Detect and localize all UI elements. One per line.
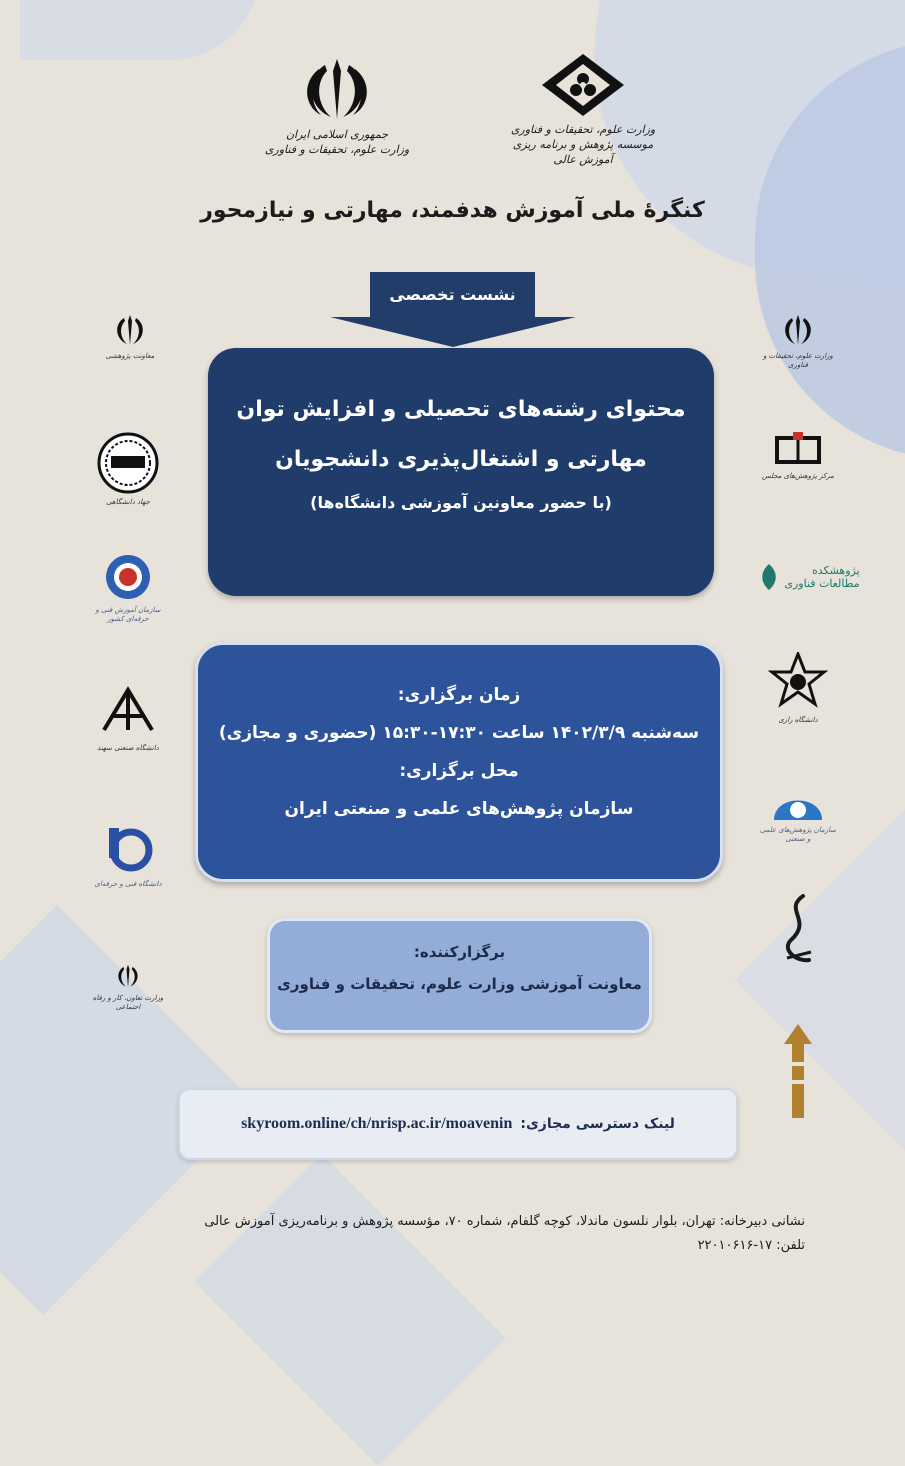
side-logo-caption: وزارت تعاون، کار و رفاه اجتماعی xyxy=(92,994,164,1011)
technical-vocational-university-icon xyxy=(101,822,155,876)
side-logo-caption: وزارت علوم، تحقیقات و فناوری xyxy=(763,352,833,369)
side-logo xyxy=(754,562,864,592)
side-logo-caption: سازمان آموزش فنی و حرفه‌ای کشور xyxy=(95,606,161,623)
background-shape xyxy=(194,1154,505,1465)
side-logo-caption: دانشگاه فنی و حرفه‌ای xyxy=(94,880,162,888)
side-logo-text: پژوهشکده xyxy=(811,564,860,577)
side-logo-text: مطالعات فناوری xyxy=(784,577,860,590)
session-subtitle: (با حضور معاونین آموزشی دانشگاه‌ها) xyxy=(310,493,612,512)
side-logo-caption: سازمان پژوهش‌های علمی و صنعتی xyxy=(759,826,837,843)
razi-university-icon xyxy=(768,652,828,712)
logo-caption: وزارت علوم، تحقیقات و فناوری xyxy=(510,123,656,136)
side-logo xyxy=(758,782,838,844)
side-logo xyxy=(758,432,838,481)
time-value: سه‌شنبه ۱۴۰۲/۳/۹ ساعت ۱۷:۳۰-۱۵:۳۰ (حضوری و مجازی) xyxy=(218,723,700,743)
virtual-link-url[interactable]: skyroom.online/ch/nrisp.ac.ir/moavenin xyxy=(241,1115,513,1132)
place-label: محل برگزاری: xyxy=(399,761,519,781)
iran-emblem-icon xyxy=(778,312,818,348)
footer-phone: تلفن: ۱۷-۲۲۰۱۰۶۱۶ xyxy=(697,1238,805,1253)
university-logo-icon xyxy=(98,680,158,740)
schedule-panel xyxy=(195,642,723,882)
side-logo xyxy=(88,432,168,507)
technology-studies-logo-icon xyxy=(758,562,780,592)
footer xyxy=(204,1210,805,1258)
side-logo-caption: دانشگاه صنعتی سهند xyxy=(97,744,159,752)
time-label: زمان برگزاری: xyxy=(397,685,521,705)
tvto-icon xyxy=(98,552,158,602)
institute-logo-right xyxy=(498,52,668,167)
side-logo-caption: جهاد دانشگاهی xyxy=(106,498,150,506)
side-logo xyxy=(758,890,838,974)
logo-caption: موسسه پژوهش و برنامه ریزی آموزش عالی xyxy=(512,138,654,166)
ministry-logo-left xyxy=(262,55,412,157)
side-logo xyxy=(758,312,838,370)
side-logo xyxy=(88,680,168,753)
iran-emblem-icon xyxy=(113,962,143,990)
side-logo-caption: مرکز پژوهش‌های مجلس xyxy=(762,472,834,480)
calligraphy-logo-icon xyxy=(773,890,823,970)
golden-emblem-icon xyxy=(778,1022,818,1122)
side-logo xyxy=(90,312,170,361)
iran-emblem-icon xyxy=(110,312,150,348)
side-logo xyxy=(88,962,168,1012)
iran-emblem-icon xyxy=(297,55,377,123)
side-logo xyxy=(758,1022,838,1126)
side-logo xyxy=(758,652,838,725)
blue-institute-logo-icon xyxy=(768,782,828,822)
side-logo xyxy=(88,552,168,624)
logo-caption: وزارت علوم، تحقیقات و فناوری xyxy=(264,143,410,156)
organizer-value: معاونت آموزشی وزارت علوم، تحقیقات و فناوری xyxy=(277,975,642,993)
background-shape xyxy=(20,0,260,60)
footer-address: نشانی دبیرخانه: تهران، بلوار نلسون ماندلا، کوچه گلفام، شماره ۷۰، مؤسسه پژوهش و برنامه‌ریزی آموزش عالی xyxy=(204,1214,805,1229)
organizer-panel xyxy=(267,918,652,1033)
side-logo-caption: معاونت پژوهشی xyxy=(105,352,155,360)
virtual-link-panel xyxy=(178,1088,738,1160)
session-banner: نشست تخصصی xyxy=(370,272,535,318)
logo-caption: جمهوری اسلامی ایران xyxy=(285,128,389,141)
virtual-link-label: لینک دسترسی مجازی: xyxy=(520,1116,675,1132)
book-logo-icon xyxy=(773,432,823,468)
organizer-label: برگزارکننده: xyxy=(413,943,506,961)
institute-emblem-icon xyxy=(538,52,628,118)
session-title-panel xyxy=(208,348,714,596)
congress-title: کنگرهٔ ملی آموزش هدفمند، مهارتی و نیازمحور xyxy=(200,198,705,223)
session-title-line1: محتوای رشته‌های تحصیلی و افزایش توان xyxy=(236,397,686,422)
side-logo-caption: دانشگاه رازی xyxy=(778,716,818,724)
session-title-line2: مهارتی و اشتغال‌پذیری دانشجویان xyxy=(275,447,647,472)
banner-arrow-shape xyxy=(330,317,576,347)
side-logo xyxy=(88,822,168,889)
place-value: سازمان پژوهش‌های علمی و صنعتی ایران xyxy=(284,799,634,819)
jahad-daneshgahi-icon xyxy=(97,432,159,494)
